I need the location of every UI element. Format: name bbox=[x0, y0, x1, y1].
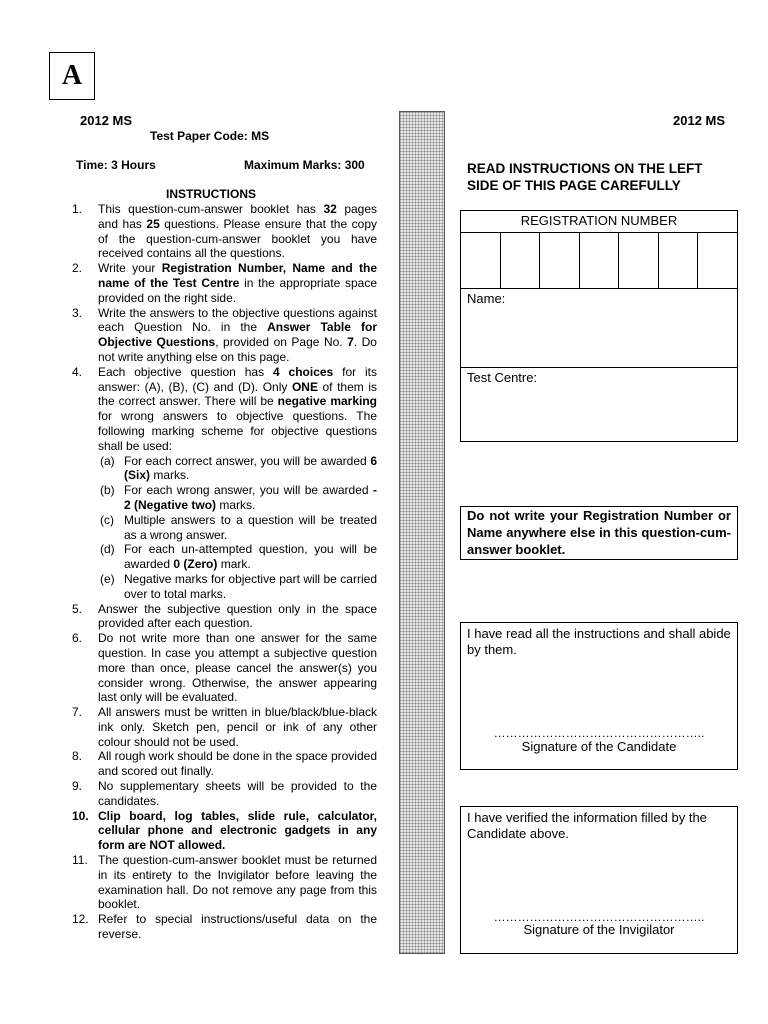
hatched-divider bbox=[399, 111, 445, 954]
instruction-item: 8. All rough work should be done in the space provided and scored out finally. bbox=[72, 749, 377, 779]
registration-title: REGISTRATION NUMBER bbox=[461, 211, 737, 233]
max-marks: Maximum Marks: 300 bbox=[244, 158, 365, 172]
instruction-item: 7. All answers must be written in blue/black/blue-black ink only. Sketch pen, pencil or ink of any other colour should not be used. bbox=[72, 705, 377, 749]
invigilator-signature-line[interactable]: …………………………………………….. bbox=[493, 910, 705, 924]
registration-box bbox=[460, 210, 738, 442]
marking-scheme-item: (b) For each wrong answer, you will be awarded - 2 (Negative two) marks. bbox=[100, 483, 377, 512]
test-centre-field[interactable] bbox=[461, 368, 737, 387]
read-instructions-note: READ INSTRUCTIONS ON THE LEFT SIDE OF THIS PAGE CAREFULLY bbox=[467, 161, 703, 193]
set-label-box bbox=[49, 52, 95, 100]
registration-number-cells bbox=[461, 233, 737, 289]
instruction-item: 12. Refer to special instructions/useful data on the reverse. bbox=[72, 912, 377, 942]
invigilator-declaration-box bbox=[460, 806, 738, 954]
instruction-item: 11. The question-cum-answer booklet must be returned in its entirety to the Invigilator before leaving the examination hall. Do not remove any page from this booklet. bbox=[72, 853, 377, 912]
registration-digit-cell[interactable] bbox=[619, 233, 659, 288]
instruction-item: 4. Each objective question has 4 choices for its answer: (A), (B), (C) and (D). Only ONE of them is the correct answer. There will be negative marking for wrong answers to objective questions. The following marking scheme for objective questions shall be used: (a) For each correct answer, you will be awarded 6 (Six) marks. (b) For each wrong answer, you will be awarded - 2 (Negative two) marks. (c) Multiple answers to a question will be treated as a wrong answer. (d) For each un-attempted question, you will be awarded 0 (Zero) mark. (e) Negative marks for objective part will be carried over to total marks. bbox=[72, 364, 378, 601]
registration-digit-cell[interactable] bbox=[540, 233, 580, 288]
registration-digit-cell[interactable] bbox=[659, 233, 699, 288]
test-centre-label: Test Centre: bbox=[467, 370, 538, 385]
warning-box: Do not write your Registration Number or Name anywhere else in this question-cum-answer booklet. bbox=[460, 506, 738, 560]
set-label: A bbox=[61, 60, 83, 91]
registration-digit-cell[interactable] bbox=[698, 233, 737, 288]
registration-digit-cell[interactable] bbox=[580, 233, 620, 288]
name-label: Name: bbox=[467, 291, 506, 306]
marking-scheme-item: (c) Multiple answers to a question will be treated as a wrong answer. bbox=[100, 512, 377, 542]
registration-digit-cell[interactable] bbox=[461, 233, 501, 288]
instruction-item: 3. Write the answers to the objective questions against each Question No. in the Answer Table for Objective Questions, provided on Page No. 7. Do not write anything else on this page. bbox=[72, 305, 378, 364]
registration-digit-cell[interactable] bbox=[501, 233, 541, 288]
instruction-item: 10. Clip board, log tables, slide rule, calculator, cellular phone and electronic gadgets in any form are NOT allowed. bbox=[72, 808, 377, 853]
invigilator-declaration: I have verified the information filled by the Candidate above. bbox=[467, 810, 707, 841]
invigilator-signature-label: Signature of the Invigilator bbox=[523, 922, 675, 937]
marking-scheme-list bbox=[98, 454, 377, 602]
candidate-declaration: I have read all the instructions and shall abide by them. bbox=[467, 626, 731, 657]
instruction-item: 6. Do not write more than one answer for the same question. In case you attempt a subjective question more than once, please cancel the answer(s) you consider wrong. Otherwise, the answer appearing last only will be evaluated. bbox=[72, 631, 377, 705]
instructions-list bbox=[72, 202, 377, 942]
marking-scheme-item: (a) For each correct answer, you will be awarded 6 (Six) marks. bbox=[100, 453, 377, 483]
name-field[interactable] bbox=[461, 289, 737, 368]
candidate-signature-line[interactable]: …………………………………………….. bbox=[493, 726, 705, 740]
right-year-code: 2012 MS bbox=[673, 113, 726, 128]
paper-code: Test Paper Code: MS bbox=[150, 129, 270, 143]
marking-scheme-item: (e) Negative marks for objective part will be carried over to total marks. bbox=[100, 571, 377, 601]
instruction-item: 1. This question-cum-answer booklet has 32 pages and has 25 questions. Please ensure that the copy of the question-cum-answer booklet you have received contains all the questions. bbox=[72, 202, 378, 261]
candidate-declaration-box bbox=[460, 622, 738, 770]
left-year-code: 2012 MS bbox=[80, 113, 133, 128]
instruction-item: 2. Write your Registration Number, Name and the name of the Test Centre in the appropriate space provided on the right side. bbox=[72, 261, 377, 305]
instructions-title: INSTRUCTIONS bbox=[166, 187, 256, 201]
candidate-signature-label: Signature of the Candidate bbox=[521, 739, 677, 754]
marking-scheme-item: (d) For each un-attempted question, you will be awarded 0 (Zero) mark. bbox=[100, 542, 377, 572]
instruction-item: 9. No supplementary sheets will be provided to the candidates. bbox=[72, 779, 377, 808]
instruction-item: 5. Answer the subjective question only in the space provided after each question. bbox=[72, 601, 377, 631]
exam-time: Time: 3 Hours bbox=[76, 158, 156, 172]
